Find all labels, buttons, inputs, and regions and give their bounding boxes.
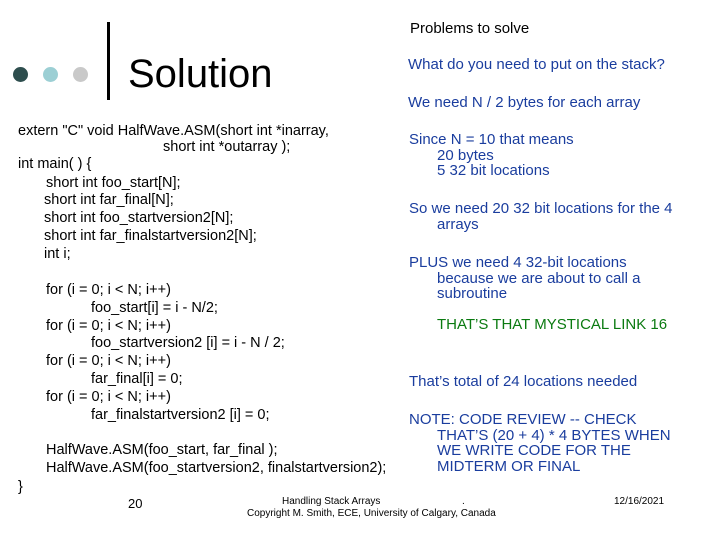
code-line: for (i = 0; i < N; i++) (46, 389, 171, 405)
code-line: for (i = 0; i < N; i++) (46, 318, 171, 334)
title-divider (107, 22, 110, 100)
review-note-line: MIDTERM OR FINAL (437, 458, 581, 475)
since-line: 5 32 bit locations (437, 162, 550, 179)
footer-dot: . (462, 496, 465, 507)
page-number: 20 (128, 496, 143, 511)
code-line: far_finalstartversion2 [i] = 0; (91, 407, 270, 423)
code-line: } (18, 479, 23, 495)
code-line: extern "C" void HalfWave.ASM(short int *inarray, (18, 123, 329, 139)
total-note: That’s total of 24 locations needed (409, 373, 638, 390)
so-line: arrays (437, 216, 479, 233)
since-line: Since N = 10 that means (409, 131, 574, 148)
footer-date: 12/16/2021 (614, 496, 665, 507)
so-line: So we need 20 32 bit locations for the 4 (409, 200, 673, 217)
plus-line: because we are about to call a (437, 270, 641, 287)
code-line: for (i = 0; i < N; i++) (46, 353, 171, 369)
code-line: short int foo_startversion2[N]; (44, 210, 234, 226)
code-line: short int foo_start[N]; (46, 175, 181, 191)
link-note: THAT’S THAT MYSTICAL LINK 16 (437, 316, 668, 333)
since-line: 20 bytes (437, 147, 494, 164)
code-line: for (i = 0; i < N; i++) (46, 282, 171, 298)
decor-dot-dark (13, 67, 28, 82)
slide-title: Solution (128, 52, 273, 96)
footer-topic: Handling Stack Arrays (282, 496, 381, 507)
plus-line: PLUS we need 4 32-bit locations (409, 254, 627, 271)
code-line: int main( ) { (18, 156, 92, 172)
review-note-line: WE WRITE CODE FOR THE (437, 442, 631, 459)
code-line: short int far_finalstartversion2[N]; (44, 228, 257, 244)
review-note-line: THAT’S (20 + 4) * 4 BYTES WHEN (437, 427, 671, 444)
code-line: foo_startversion2 [i] = i - N / 2; (91, 335, 285, 351)
code-line: HalfWave.ASM(foo_startversion2, finalstartversion2); (46, 460, 387, 476)
code-line: HalfWave.ASM(foo_start, far_final ); (46, 442, 278, 458)
question-text: What do you need to put on the stack? (408, 56, 665, 73)
plus-line: subroutine (437, 285, 508, 302)
review-note-line: NOTE: CODE REVIEW -- CHECK (409, 411, 637, 428)
code-line: short int far_final[N]; (44, 192, 174, 208)
code-line: foo_start[i] = i - N/2; (91, 300, 218, 316)
footer-copyright: Copyright M. Smith, ECE, University of Calgary, Canada (247, 508, 496, 519)
answer-text: We need N / 2 bytes for each array (408, 94, 641, 111)
decor-dot-teal (43, 67, 58, 82)
code-line: far_final[i] = 0; (91, 371, 183, 387)
top-label: Problems to solve (410, 20, 530, 37)
code-line: int i; (44, 246, 71, 262)
decor-dot-gray (73, 67, 88, 82)
code-line: short int *outarray ); (163, 139, 291, 155)
